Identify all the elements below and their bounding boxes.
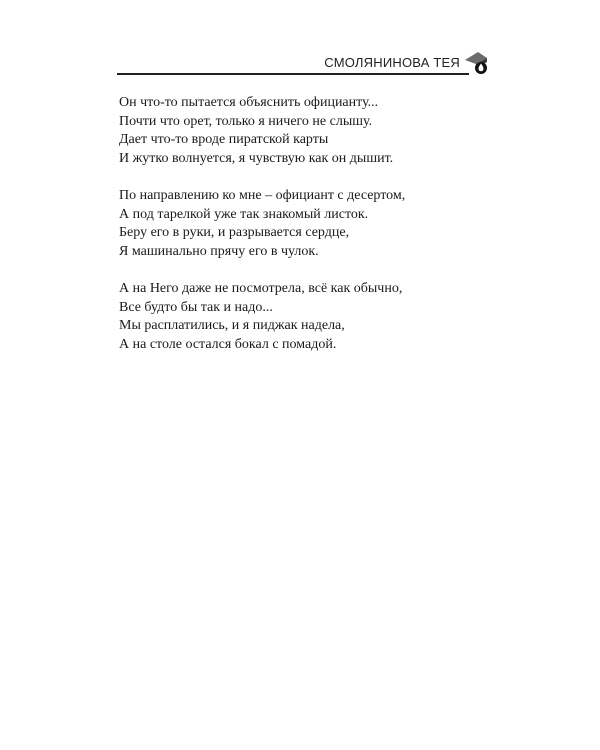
poem-line: А на столе остался бокал с помадой. bbox=[119, 336, 337, 352]
poem-line: Беру его в руки, и разрывается сердце, bbox=[119, 225, 350, 240]
poem-line: Все будто бы так и надо... bbox=[119, 299, 273, 315]
poem bbox=[119, 94, 519, 373]
poem-line: Он что-то пытается объяснить официанту... bbox=[119, 95, 379, 110]
stanza bbox=[119, 280, 519, 354]
poem-line: Дает что-то вроде пиратской карты bbox=[119, 132, 329, 147]
poem-line: Почти что орет, только я ничего не слышу. bbox=[119, 113, 373, 129]
header-rule bbox=[117, 73, 469, 75]
stanza bbox=[119, 94, 519, 168]
droplet-cap-logo-icon bbox=[462, 48, 490, 76]
poem-line: Мы расплатились, и я пиджак надела, bbox=[119, 318, 345, 333]
stanza bbox=[119, 187, 519, 261]
poem-line: И жутко волнуется, я чувствую как он дышит. bbox=[119, 150, 394, 166]
running-header bbox=[117, 44, 490, 76]
author-name: СМОЛЯНИНОВА ТЕЯ bbox=[324, 55, 460, 70]
poem-line: Я машинально прячу его в чулок. bbox=[119, 243, 319, 259]
poem-line: А под тарелкой уже так знакомый листок. bbox=[119, 206, 369, 222]
poem-line: А на Него даже не посмотрела, всё как обычно, bbox=[119, 281, 403, 296]
poem-line: По направлению ко мне – официант с десертом, bbox=[119, 188, 406, 203]
